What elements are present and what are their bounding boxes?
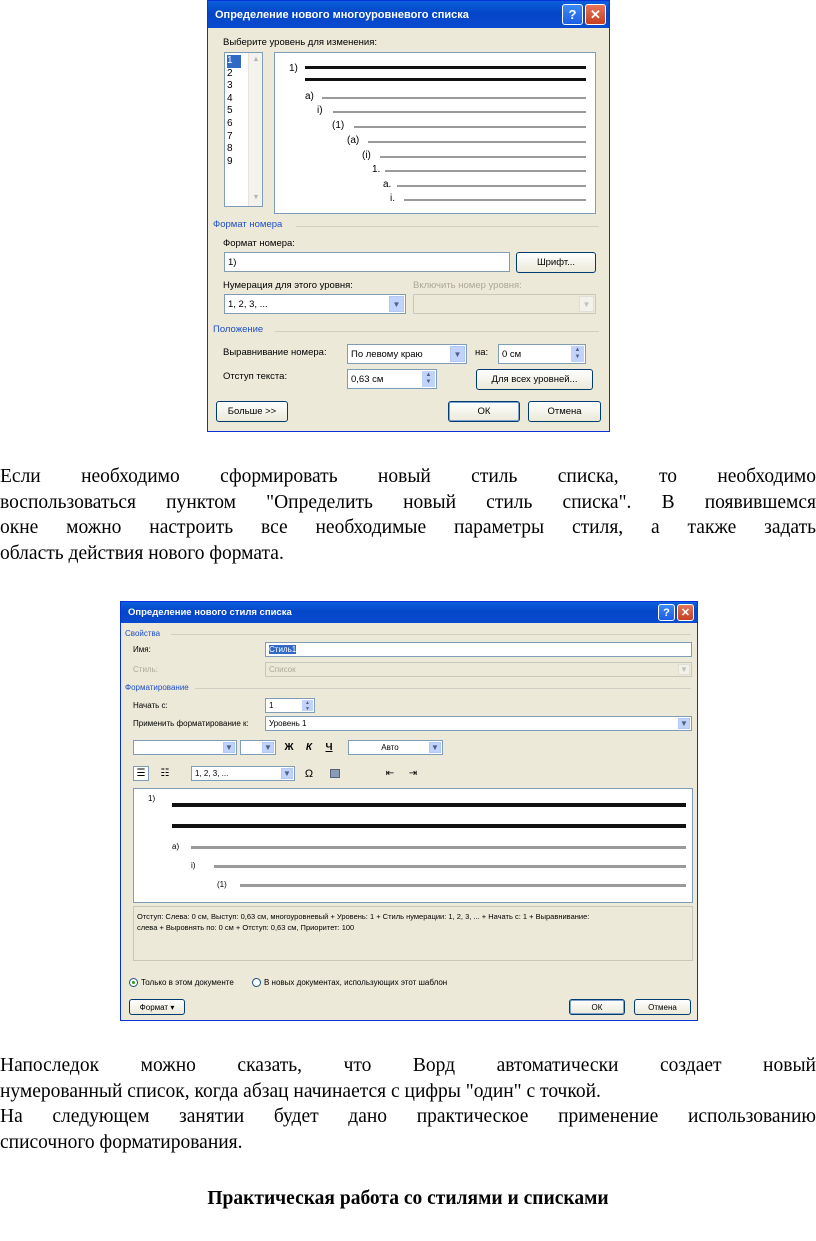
- level-item[interactable]: 8: [227, 143, 233, 155]
- preview-line: [385, 170, 586, 172]
- numbering-style-select[interactable]: 1, 2, 3, ... ▼: [191, 766, 295, 781]
- chevron-down-icon: ▼: [678, 664, 690, 675]
- paragraph-line: воспользоваться пунктом "Определить новый стиль списка". В появившемся: [0, 491, 816, 513]
- paragraph-line: списочного форматирования.: [0, 1131, 243, 1153]
- start-spinner[interactable]: 1 ▲ ▼: [265, 698, 315, 713]
- name-input[interactable]: Стиль1: [265, 642, 692, 657]
- help-button[interactable]: ?: [562, 4, 583, 25]
- position-group-label: Положение: [213, 324, 264, 335]
- preview-line: [305, 66, 586, 69]
- alignment-select[interactable]: По левому краю ▼: [347, 344, 467, 364]
- radio-new-documents-label: В новых документах, использующих этот шаблон: [264, 978, 448, 987]
- description-line: Отступ: Слева: 0 см, Выступ: 0,63 см, многоуровневый + Уровень: 1 + Стиль нумерации: 1, 2, 3, ... + Начать с: 1 + Выравнивание:: [137, 912, 590, 921]
- preview-line: [322, 97, 586, 99]
- font-name-select[interactable]: [133, 740, 237, 755]
- font-button[interactable]: Шрифт...: [516, 252, 596, 273]
- preview-line: [214, 865, 686, 868]
- level-item[interactable]: 2: [227, 67, 233, 79]
- multilevel-list-dialog: [207, 0, 610, 432]
- preview-line: [191, 846, 686, 849]
- number-format-group-label: Формат номера: [213, 219, 283, 230]
- style-label: Стиль:: [133, 665, 158, 674]
- radio-new-documents[interactable]: [252, 978, 261, 987]
- level-label: Выберите уровень для изменения:: [223, 37, 378, 48]
- chevron-down-icon[interactable]: ▼: [450, 346, 465, 362]
- preview-line: [333, 111, 586, 113]
- bulleted-list-icon[interactable]: ☷: [160, 768, 170, 779]
- paragraph-line: область действия нового формата.: [0, 542, 284, 564]
- increase-indent-icon[interactable]: ⇥: [408, 768, 418, 779]
- insert-symbol-button[interactable]: Ω: [304, 767, 314, 780]
- decrease-indent-icon[interactable]: ⇤: [385, 768, 395, 779]
- dialog-titlebar: [121, 602, 697, 623]
- apply-select[interactable]: Уровень 1 ▼: [265, 716, 692, 731]
- spinner-arrows-icon[interactable]: ▲ ▼: [422, 371, 435, 387]
- spinner-arrows-icon[interactable]: ▲ ▼: [571, 346, 584, 362]
- preview-marker: а): [172, 842, 180, 851]
- level-item[interactable]: 3: [227, 80, 233, 92]
- chevron-down-icon[interactable]: ▼: [429, 742, 441, 753]
- apply-label: Применить форматирование к:: [133, 719, 249, 728]
- preview-marker: (1): [332, 120, 345, 131]
- number-format-label: Формат номера:: [223, 238, 295, 249]
- all-levels-button[interactable]: Для всех уровней...: [476, 369, 593, 390]
- paragraph-line: На следующем занятии будет дано практическое применение использованию: [0, 1106, 816, 1127]
- chevron-down-icon: ▼: [579, 296, 594, 312]
- picture-bullet-icon[interactable]: [328, 766, 342, 781]
- dialog-title: Определение нового многоуровневого списка: [215, 8, 469, 21]
- preview-marker: 1.: [372, 164, 381, 175]
- preview-marker: а.: [383, 179, 392, 190]
- name-label: Имя:: [133, 645, 151, 654]
- cancel-button[interactable]: Отмена: [634, 999, 691, 1015]
- style-description: [133, 906, 693, 961]
- start-label: Начать с:: [133, 701, 168, 710]
- dialog-title: Определение нового стиля списка: [128, 607, 292, 618]
- preview-line: [172, 803, 686, 807]
- scroll-up-icon[interactable]: ▲: [252, 56, 260, 63]
- preview-marker: i.: [390, 193, 395, 204]
- help-button[interactable]: ?: [658, 604, 675, 621]
- close-button[interactable]: ✕: [677, 604, 694, 621]
- preview-line: [305, 78, 586, 81]
- chevron-down-icon[interactable]: ▼: [262, 742, 274, 753]
- underline-button[interactable]: Ч: [325, 742, 333, 753]
- format-button[interactable]: Формат ▾: [129, 999, 185, 1015]
- bold-button[interactable]: Ж: [284, 742, 294, 753]
- style-select: Список ▼: [265, 662, 692, 677]
- preview-marker: (i): [362, 150, 371, 161]
- scroll-down-icon[interactable]: ▼: [252, 194, 260, 201]
- numbered-list-icon[interactable]: ☰: [133, 766, 149, 781]
- level-item[interactable]: 5: [227, 105, 233, 117]
- radio-this-document-label: Только в этом документе: [141, 978, 234, 987]
- chevron-down-icon[interactable]: ▼: [678, 718, 690, 729]
- level-list-scrollbar[interactable]: [248, 53, 262, 206]
- dialog-titlebar: [208, 1, 609, 28]
- level-item[interactable]: 4: [227, 92, 233, 104]
- preview-marker: а): [305, 91, 314, 102]
- preview-line: [397, 185, 586, 187]
- radio-this-document[interactable]: [129, 978, 138, 987]
- preview-marker: (а): [347, 135, 360, 146]
- level-item[interactable]: 7: [227, 130, 233, 142]
- close-button[interactable]: ✕: [585, 4, 606, 25]
- paragraph-list-style: [0, 464, 816, 566]
- preview-line: [354, 126, 586, 128]
- cancel-button[interactable]: Отмена: [528, 401, 601, 422]
- more-button[interactable]: Больше >>: [216, 401, 288, 422]
- spinner-arrows-icon[interactable]: ▲ ▼: [302, 700, 313, 711]
- list-style-dialog: [120, 601, 698, 1021]
- paragraph-line: Напоследок можно сказать, что Ворд автоматически создает новый: [0, 1055, 816, 1076]
- paragraph-line: Если необходимо сформировать новый стиль списка, то необходимо: [0, 466, 816, 487]
- preview-line: [368, 141, 586, 143]
- preview-marker: 1): [148, 794, 156, 803]
- level-item[interactable]: 1: [227, 55, 260, 68]
- include-level-label: Включить номер уровня:: [413, 280, 522, 291]
- level-item[interactable]: 9: [227, 155, 233, 167]
- font-color-select[interactable]: Авто ▼: [348, 740, 443, 755]
- number-format-input[interactable]: 1): [224, 252, 510, 272]
- formatting-group-label: Форматирование: [125, 683, 189, 692]
- numbering-style-label: Нумерация для этого уровня:: [223, 280, 353, 291]
- preview-line: [240, 884, 686, 887]
- list-preview: [133, 788, 693, 903]
- ok-button[interactable]: ОК: [448, 401, 520, 422]
- paragraph-line: нумерованный список, когда абзац начинается с цифры "один" с точкой.: [0, 1080, 601, 1102]
- include-level-select: [413, 294, 596, 314]
- numbering-style-select[interactable]: 1, 2, 3, ... ▼: [224, 294, 406, 314]
- properties-group-label: Свойства: [125, 629, 161, 638]
- alignment-label: Выравнивание номера:: [223, 347, 327, 358]
- preview-marker: i): [317, 105, 323, 116]
- preview-line: [172, 824, 686, 828]
- ok-button[interactable]: ОК: [569, 999, 625, 1015]
- section-heading: Практическая работа со стилями и списками: [207, 1188, 609, 1209]
- list-preview: [274, 52, 596, 214]
- level-item[interactable]: 6: [227, 117, 233, 129]
- indent-label: Отступ текста:: [223, 371, 288, 382]
- at-label: на:: [475, 347, 489, 358]
- preview-marker: i): [191, 861, 196, 870]
- preview-marker: 1): [289, 63, 298, 74]
- paragraph-conclusion: [0, 1053, 816, 1155]
- preview-line: [380, 156, 586, 158]
- chevron-down-icon[interactable]: ▼: [223, 742, 235, 753]
- preview-line: [404, 199, 586, 201]
- chevron-down-icon[interactable]: ▼: [281, 768, 293, 779]
- at-spinner[interactable]: 0 см ▲ ▼: [498, 344, 586, 364]
- paragraph-line: окне можно настроить все необходимые параметры стиля, а также задать: [0, 517, 816, 538]
- preview-marker: (1): [217, 880, 227, 889]
- level-list[interactable]: [224, 52, 263, 207]
- description-line: слева + Выровнять по: 0 см + Отступ: 0,63 см, Приоритет: 100: [137, 923, 355, 932]
- italic-button[interactable]: К: [305, 742, 313, 753]
- indent-spinner[interactable]: 0,63 см ▲ ▼: [347, 369, 437, 389]
- font-size-select[interactable]: [240, 740, 276, 755]
- chevron-down-icon[interactable]: ▼: [389, 296, 404, 312]
